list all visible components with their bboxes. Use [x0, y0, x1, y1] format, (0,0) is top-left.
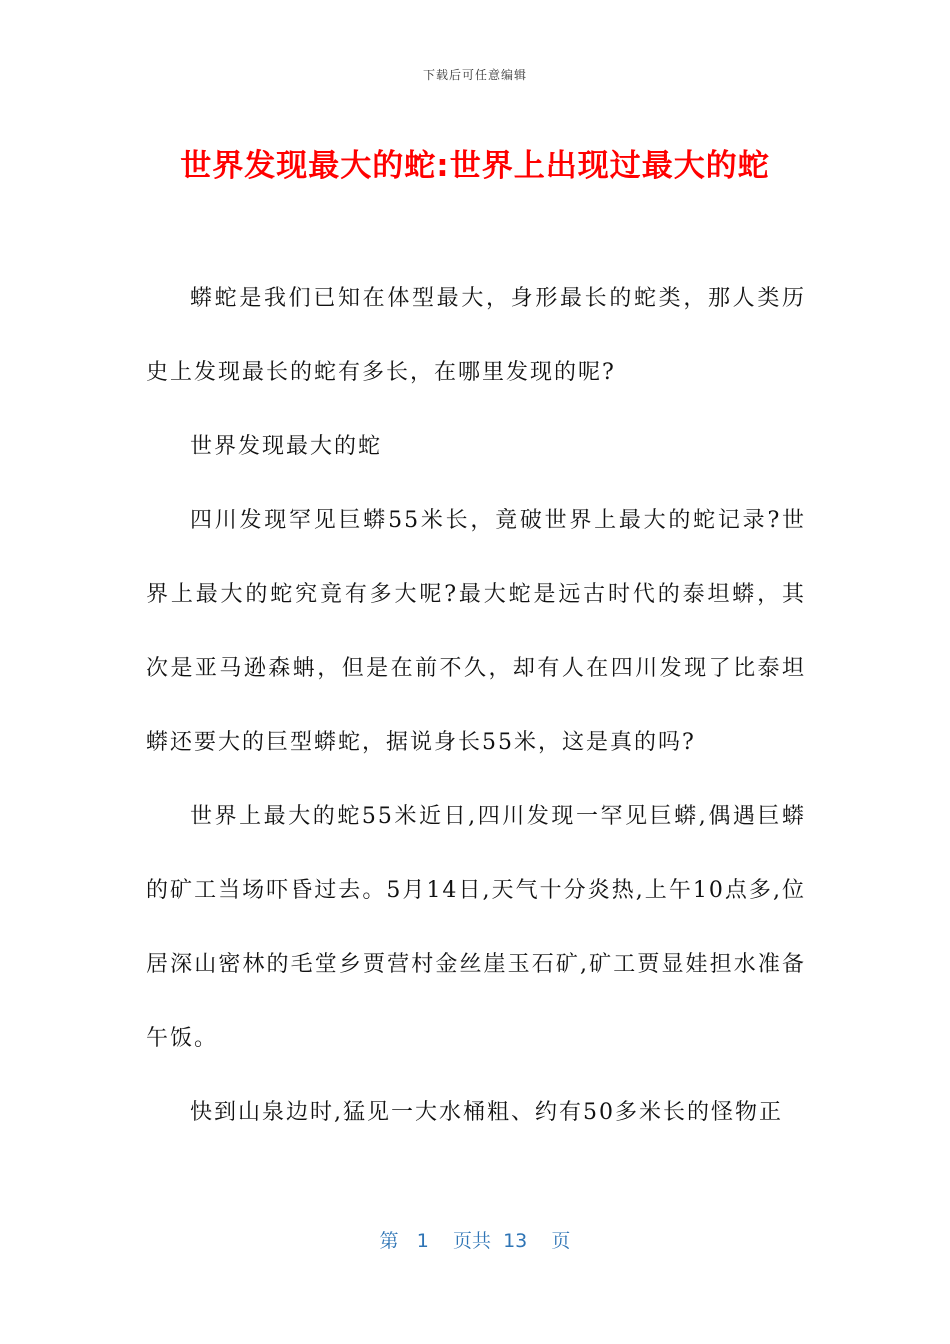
- total-pages-number: 13: [503, 1230, 528, 1252]
- paragraph-2: 世界发现最大的蛇: [190, 434, 383, 459]
- paragraph-3: 四川发现罕见巨蟒55米长，竟破世界上最大的蛇记录?世界上最大的蛇究竟有多大呢?最大蛇是远古时代的泰坦蟒，其次是亚马逊森蚺，但是在前不久，却有人在四川发现了比泰坦蟒还要大的巨型蟒蛇，据说身长55米，这是真的吗?: [146, 508, 806, 755]
- paragraph-1: 蟒蛇是我们已知在体型最大，身形最长的蛇类，那人类历史上发现最长的蛇有多长，在哪里发现的呢?: [146, 286, 806, 385]
- document-body: [146, 262, 806, 1150]
- page-label-mid: 页共: [452, 1230, 491, 1252]
- page-label-suffix: 页: [551, 1230, 571, 1252]
- page-label-prefix: 第: [379, 1230, 399, 1252]
- page-footer: [0, 1226, 950, 1253]
- paragraph-4: 世界上最大的蛇55米近日,四川发现一罕见巨蟒,偶遇巨蟒的矿工当场吓昏过去。5月14日,天气十分炎热,上午10点多,位居深山密林的毛堂乡贾营村金丝崖玉石矿,矿工贾显娃担水准备午饭。: [146, 804, 806, 1051]
- header-note: 下载后可任意编辑: [422, 68, 527, 82]
- current-page-number: 1: [416, 1230, 429, 1252]
- document-title: 世界发现最大的蛇:世界上出现过最大的蛇: [180, 148, 770, 184]
- paragraph-5: 快到山泉边时,猛见一大水桶粗、约有50多米长的怪物正: [190, 1100, 783, 1125]
